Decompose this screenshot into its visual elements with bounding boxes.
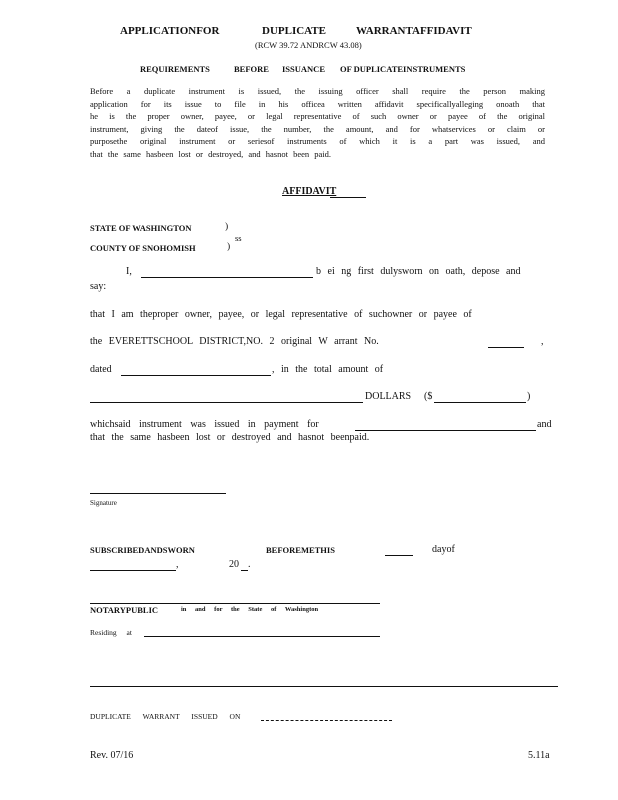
requirements-heading-1: REQUIREMENTS — [140, 64, 210, 74]
year-suffix: . — [248, 559, 251, 570]
day-field[interactable] — [385, 555, 413, 556]
state-label: STATE OF WASHINGTON — [90, 223, 192, 233]
year-field[interactable] — [241, 570, 248, 571]
residing-field[interactable] — [144, 636, 380, 637]
requirements-heading-2: BEFORE — [234, 64, 269, 74]
ss-label: ss — [235, 233, 242, 243]
amount-figures-field[interactable] — [434, 402, 526, 403]
dollars-label: DOLLARS — [365, 391, 412, 402]
requirements-line: application for its issue to file in his officea written affidavit specificallyalleging onoath that — [90, 98, 545, 109]
requirements-line: purposethe original instrument or seriesof instruments of which it is a part was issued, and — [90, 136, 545, 147]
residing-label: Residing at — [90, 628, 132, 637]
affiant-suffix: b ei ng first dulysworn on oath, depose and — [316, 266, 521, 277]
requirements-line: Before a duplicate instrument is issued, the issuing officer shall require the person making — [90, 86, 545, 96]
affiant-name-field[interactable] — [141, 277, 313, 278]
form-number: 5.11a — [528, 750, 550, 761]
district-line-comma: , — [541, 336, 544, 347]
requirements-line: he is the proper owner, payee, or legal representative of such owner or payee of the original — [90, 111, 545, 122]
signature-field[interactable] — [90, 493, 226, 494]
issued-payment-suffix: and — [537, 419, 552, 430]
dated-suffix: , in the total amount of — [272, 364, 384, 375]
state-paren: ) — [225, 222, 229, 232]
requirements-line: instrument, giving the dateof issue, the number, the amount, and for whatservices or claim or — [90, 123, 545, 134]
year-prefix: 20 — [229, 559, 239, 570]
rcw-reference: (RCW 39.72 ANDRCW 43.08) — [255, 40, 362, 50]
duplicate-issued-date-field[interactable] — [261, 720, 392, 721]
revision-label: Rev. 07/16 — [90, 750, 134, 761]
proper-owner-line: that I am theproper owner, payee, or legal representative of suchowner or payee of — [90, 309, 472, 320]
footer-divider — [90, 686, 558, 687]
title-part-2: DUPLICATE — [262, 25, 326, 37]
dollars-paren-close: ) — [527, 391, 531, 402]
notary-public-label: NOTARYPUBLIC — [90, 605, 159, 615]
title-part-3: WARRANTAFFIDAVIT — [356, 25, 472, 37]
affiant-prefix: I, — [126, 266, 132, 277]
affidavit-heading-underline — [330, 197, 366, 198]
requirements-line: that the same hasbeen lost or destroyed, and hasnot been paid. — [90, 148, 332, 159]
payment-purpose-field[interactable] — [355, 430, 536, 431]
county-label: COUNTY OF SNOHOMISH — [90, 243, 196, 253]
duplicate-issued-label: DUPLICATE WARRANT ISSUED ON — [90, 712, 241, 721]
notary-state-label: in and for the State of Washington — [181, 606, 319, 613]
before-me-label: BEFOREMETHIS — [266, 545, 335, 555]
title-part-1: APPLICATIONFOR — [120, 25, 220, 37]
subscribed-label: SUBSCRIBEDANDSWORN — [90, 545, 195, 555]
requirements-heading-3: ISSUANCE — [282, 64, 325, 74]
lost-destroyed-line: that the same hasbeen lost or destroyed and hasnot beenpaid. — [90, 432, 370, 443]
dollars-paren-open: ($ — [424, 391, 433, 402]
district-line: the EVERETTSCHOOL DISTRICT,NO. 2 original W arrant No. — [90, 336, 379, 347]
notary-signature-field[interactable] — [90, 603, 380, 604]
issued-payment-line: whichsaid instrument was issued in payment for — [90, 419, 319, 430]
county-paren: ) — [227, 242, 231, 252]
requirements-paragraph — [90, 85, 545, 161]
amount-words-field[interactable] — [90, 402, 363, 403]
requirements-heading-4: OF DUPLICATEINSTRUMENTS — [340, 64, 466, 74]
signature-label: Signature — [90, 499, 117, 507]
month-comma: , — [176, 559, 179, 570]
dated-label: dated — [90, 364, 112, 375]
warrant-number-field[interactable] — [488, 347, 524, 348]
affidavit-heading: AFFIDAVIT — [282, 186, 337, 197]
month-field[interactable] — [90, 570, 176, 571]
dated-field[interactable] — [121, 375, 271, 376]
say-label: say: — [90, 281, 107, 292]
day-of-label: dayof — [432, 544, 455, 555]
